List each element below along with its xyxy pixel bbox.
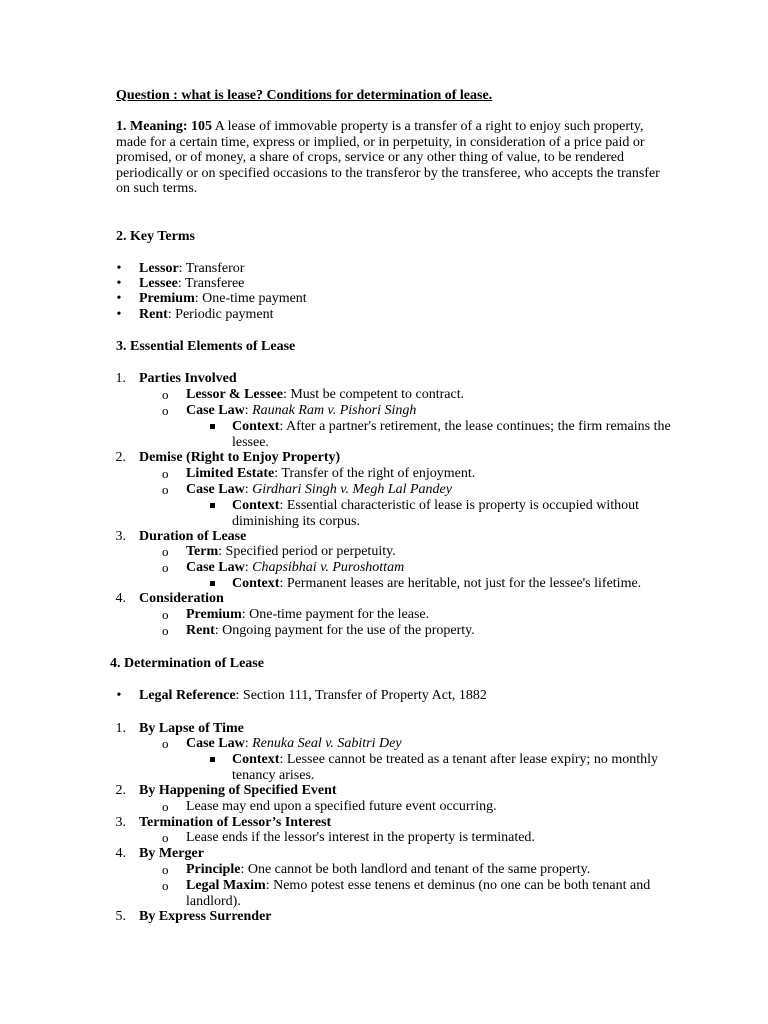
definition: : Permanent leases are heritable, not just for the lessee's lifetime. (279, 576, 642, 591)
list-number: 2. (115, 450, 126, 465)
list-item (186, 607, 429, 623)
term: Premium (139, 291, 195, 306)
square-bullet-icon (210, 424, 215, 429)
definition: : Ongoing payment for the use of the property. (214, 623, 475, 638)
list-number: 3. (115, 815, 126, 830)
term: Limited Estate (186, 466, 275, 481)
determination-title: By Merger (139, 846, 204, 861)
meaning-paragraph (116, 119, 671, 197)
bullet-icon: • (116, 261, 122, 276)
list-item (186, 482, 452, 498)
determination-title: By Lapse of Time (139, 721, 244, 736)
list-item (186, 403, 416, 419)
definition: : Transfer of the right of enjoyment. (274, 466, 476, 481)
list-item (186, 862, 590, 878)
list-item (186, 878, 672, 909)
circle-bullet-icon: o (162, 607, 169, 622)
circle-bullet-icon: o (162, 623, 169, 638)
list-number: 2. (115, 783, 126, 798)
square-bullet-icon (210, 503, 215, 508)
definition: : After a partner's retirement, the lease continues; the firm remains the lessee. (232, 419, 671, 450)
term: Lessor & Lessee (186, 387, 283, 402)
square-bullet-icon (210, 581, 215, 586)
list-item: Lease may end upon a specified future event occurring. (186, 799, 497, 814)
case-name: Raunak Ram v. Pishori Singh (252, 403, 417, 418)
definition: : Transferee (177, 276, 245, 291)
term: Rent (186, 623, 215, 638)
definition: : One-time payment for the lease. (241, 607, 430, 622)
separator: : (244, 560, 253, 575)
definition: : Essential characteristic of lease is property is occupied without diminishing its corpus. (232, 498, 640, 529)
case-name: Chapsibhai v. Puroshottam (252, 560, 405, 575)
term: Rent (139, 307, 168, 322)
definition: : Nemo potest esse tenens et deminus (no one can be both tenant and landlord). (186, 878, 651, 909)
determination-title: By Express Surrender (139, 909, 272, 924)
list-item (139, 291, 307, 307)
meaning-text: A lease of immovable property is a transfer of a right to enjoy such property, made for a certain time, express or implied, or in perpetuity, in consideration of a price paid or promised, or of money, a share of crops, service or any other thing of value, to be rendered periodically or on specified occasions to the transferor by the transferee, who accepts the transfer on such terms. (116, 119, 660, 196)
element-title: Demise (Right to Enjoy Property) (139, 450, 341, 465)
circle-bullet-icon: o (162, 544, 169, 559)
definition: : Transferor (178, 261, 245, 276)
definition: : Lessee cannot be treated as a tenant after lease expiry; no monthly tenancy arises. (232, 752, 659, 783)
definition: : Periodic payment (167, 307, 274, 322)
definition: : One cannot be both landlord and tenant of the same property. (240, 862, 591, 877)
legal-reference (139, 688, 487, 704)
list-item (186, 560, 404, 576)
list-item (186, 387, 464, 403)
list-number: 1. (115, 721, 126, 736)
circle-bullet-icon: o (162, 560, 169, 575)
term: Premium (186, 607, 242, 622)
element-title: Duration of Lease (139, 529, 247, 544)
term: Lessee (139, 276, 178, 291)
circle-bullet-icon: o (162, 799, 169, 814)
term: Lessor (139, 261, 179, 276)
term: Context (232, 498, 280, 513)
circle-bullet-icon: o (162, 403, 169, 418)
case-name: Renuka Seal v. Sabitri Dey (252, 736, 402, 751)
definition: : Specified period or perpetuity. (218, 544, 396, 559)
definition: : Must be competent to contract. (282, 387, 465, 402)
list-item (232, 752, 672, 783)
list-item (139, 276, 244, 292)
bullet-icon: • (116, 688, 122, 703)
term: Case Law (186, 560, 245, 575)
term: Principle (186, 862, 241, 877)
separator: : (244, 482, 253, 497)
determination-title: By Happening of Specified Event (139, 783, 337, 798)
term: Context (232, 576, 280, 591)
term: Legal Maxim (186, 878, 266, 893)
determination-heading: 4. Determination of Lease (110, 656, 264, 671)
list-item (186, 544, 396, 560)
circle-bullet-icon: o (162, 466, 169, 481)
list-item (139, 307, 274, 323)
term: Case Law (186, 403, 245, 418)
element-title: Parties Involved (139, 371, 237, 386)
bullet-icon: • (116, 307, 122, 322)
circle-bullet-icon: o (162, 830, 169, 845)
circle-bullet-icon: o (162, 878, 169, 893)
list-item (232, 498, 672, 529)
list-item: Lease ends if the lessor's interest in the property is terminated. (186, 830, 535, 845)
page-title: Question : what is lease? Conditions for determination of lease. (116, 88, 493, 103)
list-number: 4. (115, 846, 126, 861)
circle-bullet-icon: o (162, 387, 169, 402)
list-number: 5. (115, 909, 126, 924)
term: Legal Reference (139, 688, 236, 703)
term: Case Law (186, 736, 245, 751)
term: Context (232, 752, 280, 767)
bullet-icon: • (116, 276, 122, 291)
element-title: Consideration (139, 591, 224, 606)
circle-bullet-icon: o (162, 736, 169, 751)
key-terms-heading: 2. Key Terms (116, 229, 195, 244)
list-item (186, 466, 475, 482)
list-number: 4. (115, 591, 126, 606)
term: Case Law (186, 482, 245, 497)
square-bullet-icon (210, 757, 215, 762)
case-name: Girdhari Singh v. Megh Lal Pandey (252, 482, 452, 497)
definition: : Section 111, Transfer of Property Act, 1882 (235, 688, 487, 703)
term: Context (232, 419, 280, 434)
term: Term (186, 544, 219, 559)
circle-bullet-icon: o (162, 862, 169, 877)
list-item (186, 623, 475, 639)
bullet-icon: • (116, 291, 122, 306)
circle-bullet-icon: o (162, 482, 169, 497)
separator: : (244, 403, 253, 418)
list-item (232, 576, 641, 592)
determination-title: Termination of Lessor’s Interest (139, 815, 332, 830)
list-item (186, 736, 402, 752)
list-item (232, 419, 672, 450)
essential-elements-heading: 3. Essential Elements of Lease (116, 339, 296, 354)
separator: : (244, 736, 253, 751)
list-item (139, 261, 244, 277)
list-number: 1. (115, 371, 126, 386)
definition: : One-time payment (194, 291, 307, 306)
meaning-label: 1. Meaning: 105 (116, 119, 213, 134)
list-number: 3. (115, 529, 126, 544)
